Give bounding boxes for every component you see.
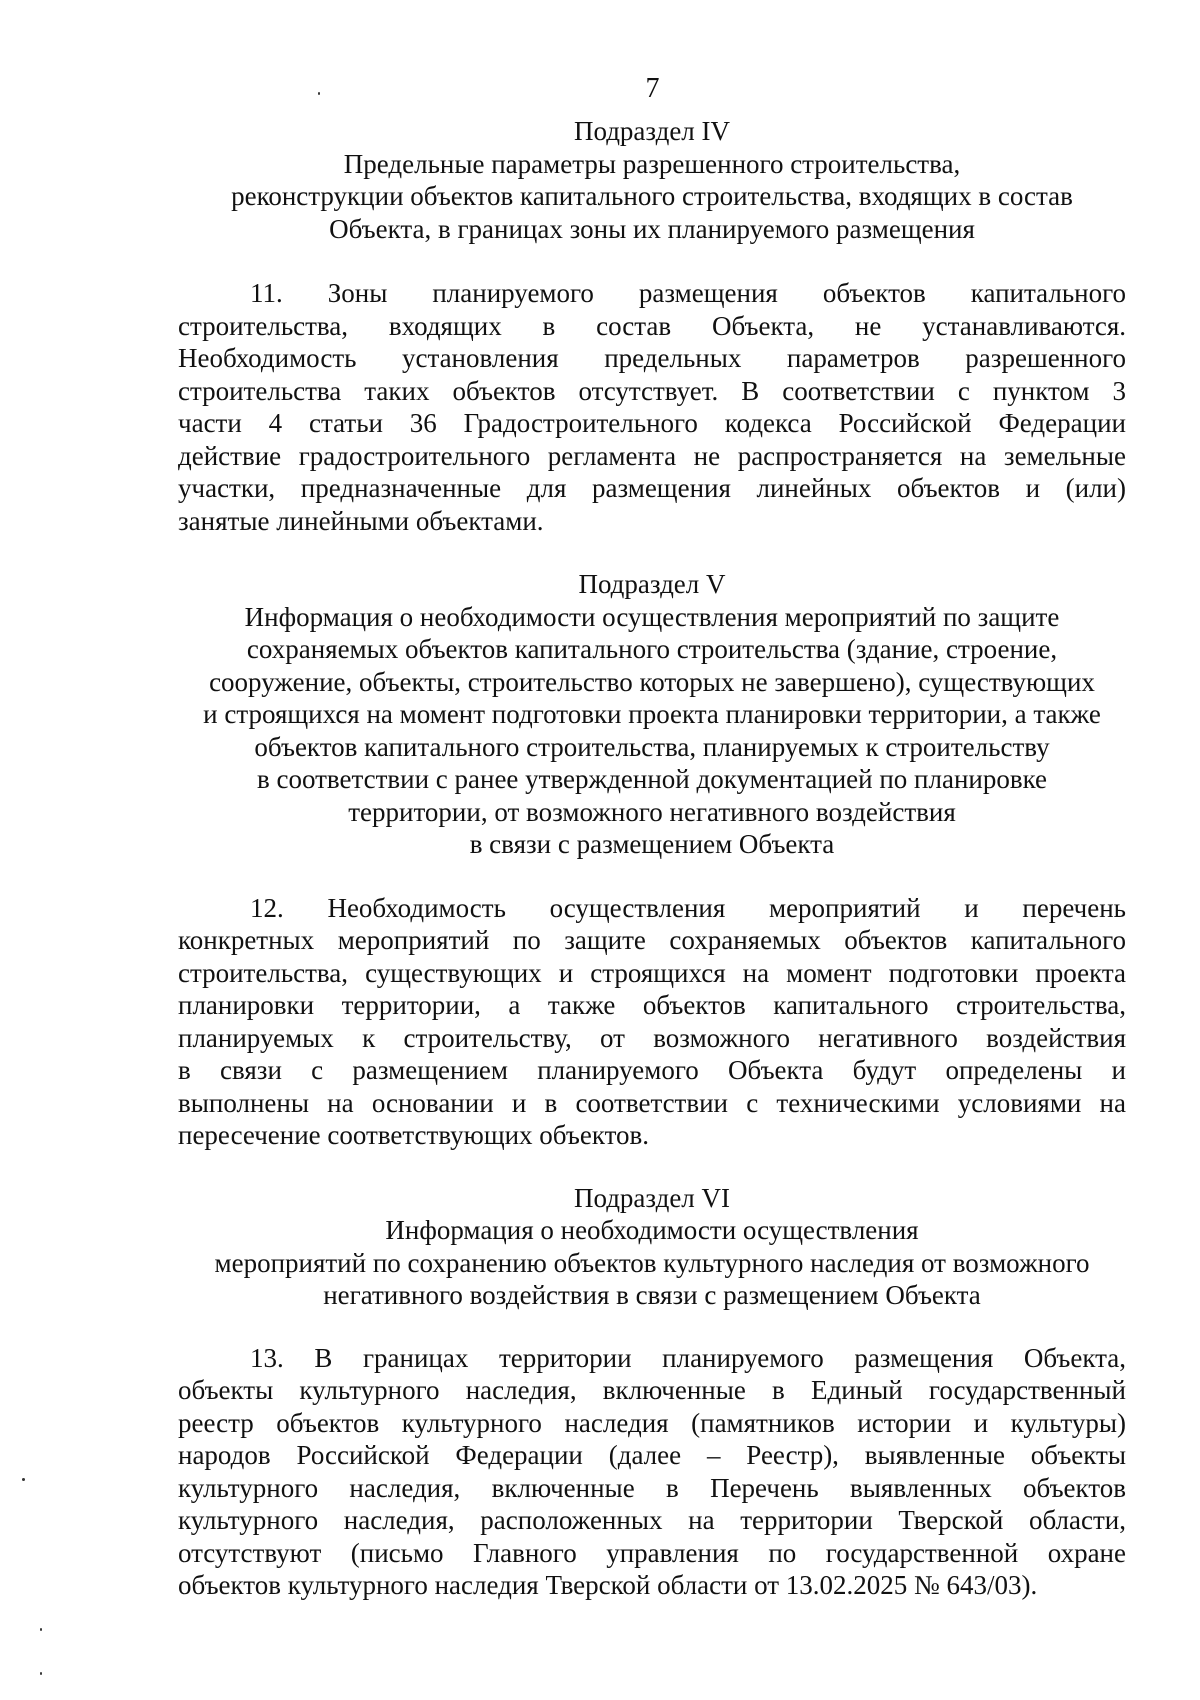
paragraph-line: планируемых к строительству, от возможного негативного воздействия: [178, 1022, 1126, 1053]
paragraph-line: конкретных мероприятий по защите сохраняемых объектов капитального: [178, 925, 1126, 955]
subsection-v-heading-line: Информация о необходимости осуществления мероприятий по защите: [244, 601, 1060, 632]
paragraph-line: Необходимость установления предельных параметров разрешенного: [178, 343, 1126, 373]
subsection-iv: [178, 115, 1126, 245]
paragraph-line: выполнены на основании и в соответствии с техническими условиями на: [178, 1087, 1126, 1118]
subsection-v-heading-line: и строящихся на момент подготовки проекта планировки территории, а также: [203, 699, 1101, 729]
subsection-v-heading-line: объектов капитального строительства, планируемых к строительству: [254, 731, 1050, 762]
subsection-vi-label: Подраздел VI: [573, 1182, 731, 1213]
subsection-v-heading-line: сохраняемых объектов капитального строительства (здание, строение,: [246, 634, 1058, 664]
paragraph-line: части 4 статьи 36 Градостроительного кодекса Российской Федерации: [178, 408, 1126, 438]
subsection-v-heading-line: территории, от возможного негативного воздействия: [348, 796, 956, 827]
paragraph-line: отсутствуют (письмо Главного управления по государственной охране: [178, 1537, 1126, 1568]
subsection-iv-heading-line: Предельные параметры разрешенного строительства,: [343, 148, 961, 179]
paragraph-line: строительства таких объектов отсутствует. В соответствии с пунктом 3: [178, 375, 1126, 406]
paragraph-line: в связи с размещением планируемого Объекта будут определены и: [178, 1055, 1126, 1085]
paragraph-line: участки, предназначенные для размещения линейных объектов и (или): [178, 473, 1126, 503]
subsection-vi: [178, 1182, 1126, 1312]
subsection-iv-heading-line: Объекта, в границах зоны их планируемого размещения: [329, 213, 975, 244]
paragraph-line: действие градостроительного регламента не распространяется на земельные: [178, 440, 1126, 471]
paragraph-line: реестр объектов культурного наследия (памятников истории и культуры): [178, 1407, 1126, 1438]
subsection-iv-heading-line: реконструкции объектов капитального строительства, входящих в состав: [231, 181, 1073, 211]
paragraph-line: строительства, существующих и строящихся на момент подготовки проекта: [178, 957, 1126, 988]
subsection-iv-label: Подраздел IV: [573, 116, 731, 146]
paragraph-line: 11. Зоны планируемого размещения объектов капитального: [250, 278, 1126, 308]
paragraph-11: [178, 277, 1126, 537]
subsection-v-heading-line: в связи с размещением Объекта: [469, 829, 835, 859]
subsection-v: [178, 568, 1126, 861]
paragraph-line: планировки территории, а также объектов капитального строительства,: [178, 990, 1126, 1020]
paragraph-line: объектов культурного наследия Тверской области от 13.02.2025 № 643/03).: [178, 1570, 1038, 1600]
paragraph-line: занятые линейными объектами.: [178, 505, 544, 536]
paragraph-line: пересечение соответствующих объектов.: [178, 1120, 650, 1150]
paragraph-line: объекты культурного наследия, включенные в Единый государственный: [178, 1375, 1126, 1405]
paragraph-12: [178, 892, 1126, 1152]
subsection-vi-heading-line: негативного воздействия в связи с размещением Объекта: [323, 1280, 981, 1310]
subsection-v-heading-line: в соответствии с ранее утвержденной документацией по планировке: [256, 764, 1048, 794]
paragraph-line: культурного наследия, расположенных на территории Тверской области,: [178, 1505, 1126, 1535]
subsection-vi-heading-line: Информация о необходимости осуществления: [385, 1215, 919, 1245]
document-body: [178, 115, 1126, 1602]
scan-speck: [22, 1478, 25, 1481]
subsection-v-label: Подраздел V: [578, 569, 726, 599]
paragraph-line: 13. В границах территории планируемого размещения Объекта,: [250, 1342, 1126, 1373]
paragraph-13: [178, 1342, 1126, 1602]
subsection-v-heading-line: сооружение, объекты, строительство которых не завершено), существующих: [209, 666, 1095, 697]
scan-speck: [40, 1628, 42, 1631]
paragraph-line: 12. Необходимость осуществления мероприятий и перечень: [250, 892, 1126, 923]
paragraph-line: строительства, входящих в состав Объекта, не устанавливаются.: [178, 310, 1126, 341]
paragraph-line: народов Российской Федерации (далее – Реестр), выявленные объекты: [178, 1440, 1126, 1470]
paragraph-line: культурного наследия, включенные в Перечень выявленных объектов: [178, 1472, 1126, 1503]
scan-speck: [318, 92, 320, 95]
page-number: 7: [645, 73, 660, 104]
subsection-vi-heading-line: мероприятий по сохранению объектов культурного наследия от возможного: [214, 1247, 1090, 1278]
scan-speck: [40, 1672, 42, 1675]
